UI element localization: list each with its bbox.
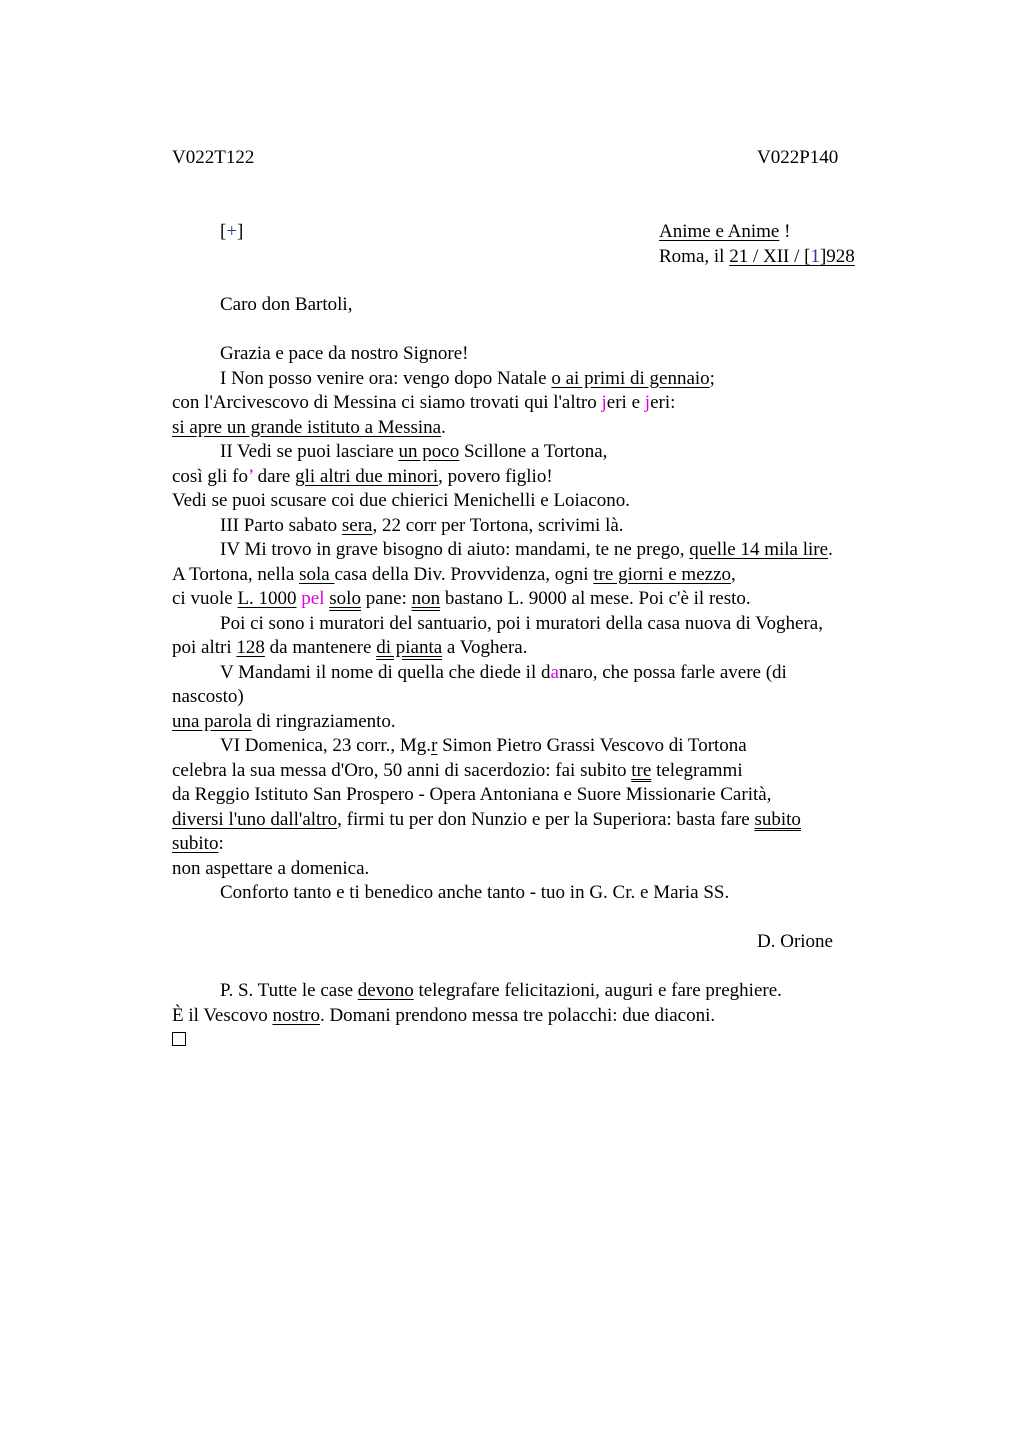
postscript-line-1: P. S. Tutte le case devono telegrafare felicitazioni, auguri e fare preghiere. (220, 980, 782, 1001)
motto-line: Anime e Anime ! (659, 221, 791, 242)
paragraph-vi-line-1: VI Domenica, 23 corr., Mg.r Simon Pietro Grassi Vescovo di Tortona (220, 735, 747, 756)
motto: Anime e Anime (659, 221, 780, 242)
postscript-line-2: È il Vescovo nostro. Domani prendono messa tre polacchi: due diaconi. (172, 1004, 716, 1026)
signature: D. Orione (757, 931, 833, 952)
end-marker (172, 1028, 892, 1053)
greeting: Grazia e pace da nostro Signore! (220, 343, 469, 364)
paragraph-vi-line-2: celebra la sua messa d'Oro, 50 anni di sacerdozio: fai subito tre telegrammi (172, 759, 743, 781)
document-code-right: V022P140 (757, 147, 839, 168)
paragraph-iv-line-4: Poi ci sono i muratori del santuario, poi i muratori della casa nuova di Voghera, (220, 612, 823, 634)
paragraph-vi-line-4: diversi l'uno dall'altro, firmi tu per don Nunzio e per la Superiora: basta fare subito (172, 808, 801, 830)
cross-icon: + (226, 221, 238, 242)
paragraph-ii-line-2: così gli fo’ dare gli altri due minori, povero figlio! (172, 465, 553, 487)
paragraph-iii: III Parto sabato sera, 22 corr per Tortona, scrivimi là. (220, 514, 624, 536)
place-date-line: Roma, il 21 / XII / [1]928 (659, 246, 855, 267)
paragraph-i-line-2: con l'Arcivescovo di Messina ci siamo trovati qui l'altro jeri e jeri: (172, 392, 676, 413)
date: 21 / XII / [1]928 (729, 246, 855, 267)
paragraph-i-line-3: si apre un grande istituto a Messina. (172, 416, 446, 438)
paragraph-v-line-1: V Mandami il nome di quella che diede il danaro, che possa farle avere (di (220, 661, 787, 683)
closing: Conforto tanto e ti benedico anche tanto - tuo in G. Cr. e Maria SS. (220, 882, 730, 903)
cross-mark: [+] (220, 221, 244, 242)
salutation: Caro don Bartoli, (220, 294, 353, 315)
paragraph-iv-line-3: ci vuole L. 1000 pel solo pane: non bastano L. 9000 al mese. Poi c'è il resto. (172, 588, 751, 609)
paragraph-iv-line-5: poi altri 128 da mantenere di pianta a Voghera. (172, 637, 528, 658)
document-code-left: V022T122 (172, 147, 255, 168)
paragraph-iv-line-2: A Tortona, nella sola casa della Div. Provvidenza, ogni tre giorni e mezzo, (172, 563, 736, 585)
paragraph-i-line-1: I Non posso venire ora: vengo dopo Natale o ai primi di gennaio; (220, 367, 715, 389)
paragraph-ii-line-1: II Vedi se puoi lasciare un poco Scillone a Tortona, (220, 441, 608, 462)
paragraph-vi-line-6: non aspettare a domenica. (172, 857, 370, 879)
paragraph-ii-line-3: Vedi se puoi scusare coi due chierici Menichelli e Loiacono. (172, 490, 630, 511)
paragraph-vi-line-5: subito: (172, 833, 224, 854)
paragraph-v-line-2: nascosto) (172, 686, 244, 707)
paragraph-iv-line-1: IV Mi trovo in grave bisogno di aiuto: mandami, te ne prego, quelle 14 mila lire. (220, 539, 833, 560)
paragraph-vi-line-3: da Reggio Istituto San Prospero - Opera Antoniana e Suore Missionarie Carità, (172, 784, 772, 805)
end-square-icon (172, 1032, 186, 1046)
paragraph-v-line-3: una parola di ringraziamento. (172, 710, 396, 732)
letter-body (172, 342, 892, 1053)
